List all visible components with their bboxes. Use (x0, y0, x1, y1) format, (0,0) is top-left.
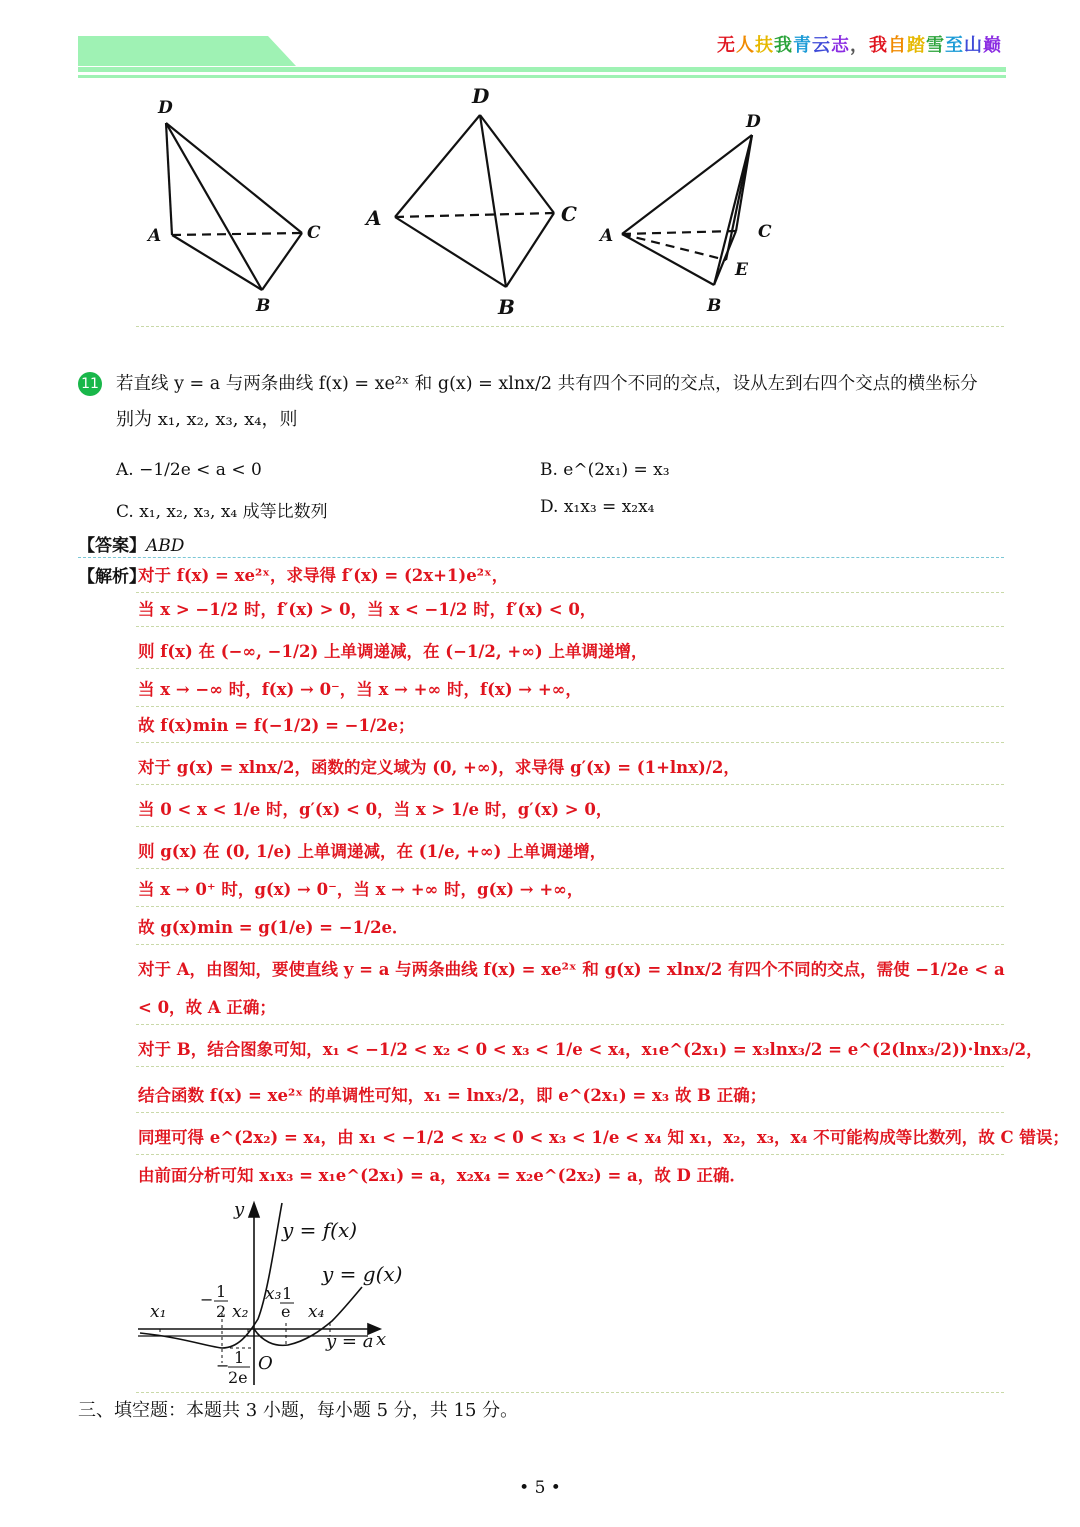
solution-divider (136, 742, 1004, 743)
motto-char: 扶 (755, 35, 774, 56)
solution-divider (136, 784, 1004, 785)
graph-neg-half-den: 2 (216, 1302, 227, 1321)
motto-char: 踏 (907, 35, 926, 56)
graph-neg-inv2e-minus: − (216, 1356, 230, 1375)
solution-divider (136, 1154, 1004, 1155)
solution-line: 当 x → −∞ 时，f(x) → 0⁻，当 x → +∞ 时，f(x) → +∞， (138, 680, 582, 699)
graph-inv-e-den: e (281, 1302, 291, 1321)
fig2-label-C: C (561, 202, 577, 226)
graph-neg-half-num: 1 (216, 1282, 227, 1301)
solution-divider (136, 668, 1004, 669)
option-a: A. −1/2e < a < 0 (116, 460, 262, 480)
fig2-label-A: A (366, 206, 382, 230)
solution-divider (136, 868, 1004, 869)
graph-x4-label: x₄ (308, 1302, 325, 1322)
fig2-label-B: B (498, 295, 515, 319)
motto-char: 人 (736, 35, 755, 56)
solution-line: 当 x → 0⁺ 时，g(x) → 0⁻，当 x → +∞ 时，g(x) → +∞， (138, 880, 584, 899)
graph-neg-inv2e-den: 2e (228, 1368, 248, 1387)
graph-x1-label: x₁ (150, 1302, 167, 1322)
fig1-label-C: C (307, 223, 321, 243)
motto-char: 我 (869, 35, 888, 56)
solution-line: 对于 f(x) = xe²ˣ，求导得 f′(x) = (2x+1)e²ˣ， (138, 566, 509, 585)
solution-line: 对于 B，结合图象可知，x₁ < −1/2 < x₂ < 0 < x₃ < 1/e < x₄，x₁e^(2x₁) = x₃lnx₃/2 = e^(2(lnx₃/2))·lnx₃/2， (138, 1040, 1043, 1059)
fig3-label-B: B (707, 296, 722, 316)
section-heading: 三、填空题：本题共 3 小题，每小题 5 分，共 15 分。 (78, 1400, 519, 1421)
motto-char: 我 (774, 35, 793, 56)
option-d: D. x₁x₃ = x₂x₄ (540, 497, 655, 517)
motto-char: 至 (945, 35, 964, 56)
solution-line: 则 g(x) 在 (0, 1/e) 上单调递减，在 (1/e, +∞) 上单调递增， (138, 842, 607, 861)
solution-line: 故 g(x)min = g(1/e) = −1/2e． (138, 918, 409, 937)
question-stem-line2: 别为 x₁, x₂, x₃, x₄，则 (116, 409, 298, 430)
solution-line: 故 f(x)min = f(−1/2) = −1/2e； (138, 716, 415, 735)
question-stem-line1: 若直线 y = a 与两条曲线 f(x) = xe²ˣ 和 g(x) = xlnx/2 共有四个不同的交点，设从左到右四个交点的横坐标分 (116, 374, 978, 394)
answer-row (78, 531, 184, 556)
solution-divider (136, 906, 1004, 907)
solution-line: 结合函数 f(x) = xe²ˣ 的单调性可知，x₁ = lnx₃/2，即 e^(2x₁) = x₃ 故 B 正确； (138, 1086, 767, 1105)
motto-char: ， (850, 35, 869, 56)
solution-label: 【解析】 (78, 567, 146, 587)
solution-divider (136, 1066, 1004, 1067)
fig3-label-D: D (746, 112, 761, 132)
graph-origin-label: O (258, 1353, 273, 1374)
tetrahedron-figures (130, 85, 1010, 325)
solution-line: 当 x > −1/2 时，f′(x) > 0，当 x < −1/2 时，f′(x) < 0， (138, 600, 597, 619)
solution-divider (136, 1024, 1004, 1025)
divider (136, 326, 1004, 327)
solution-line: < 0，故 A 正确； (138, 998, 276, 1017)
graph-inv-e-num: 1 (282, 1284, 293, 1303)
fig3-label-C: C (758, 222, 772, 242)
answer-label: 【答案】 (78, 536, 146, 556)
solution-line: 同理可得 e^(2x₂) = x₄，由 x₁ < −1/2 < x₂ < 0 < x₃ < 1/e < x₄ 知 x₁，x₂，x₃，x₄ 不可能构成等比数列，故 C 错误； (138, 1128, 1069, 1147)
fig1-label-D: D (158, 98, 173, 118)
graph-g-label: y = g(x) (322, 1262, 403, 1286)
motto-char: 志 (831, 35, 850, 56)
solution-line: 对于 A，由图知，要使直线 y = a 与两条曲线 f(x) = xe²ˣ 和 g(x) = xlnx/2 有四个不同的交点，需使 −1/2e < a (138, 960, 1005, 979)
answer-divider (78, 557, 1004, 558)
solution-divider (136, 826, 1004, 827)
solution-line: 对于 g(x) = xlnx/2，函数的定义域为 (0, +∞)，求导得 g′(x) = (1+lnx)/2， (138, 758, 740, 777)
answer-value: ABD (146, 536, 185, 556)
motto-char: 雪 (926, 35, 945, 56)
solution-line: 由前面分析可知 x₁x₃ = x₁e^(2x₁) = a，x₂x₄ = x₂e^(2x₂) = a，故 D 正确． (138, 1166, 747, 1185)
graph-divider (136, 1392, 1004, 1393)
solution-divider (136, 592, 1004, 593)
fig3-label-A: A (600, 226, 614, 246)
fig1-label-A: A (148, 226, 162, 246)
fig1-label-B: B (256, 296, 271, 316)
solution-line: 当 0 < x < 1/e 时，g′(x) < 0，当 x > 1/e 时，g′(x) > 0， (138, 800, 613, 819)
graph-y-label: y (234, 1199, 245, 1220)
fig2-label-D: D (472, 85, 490, 108)
graph-x2-label: x₂ (232, 1302, 249, 1322)
solution-divider (136, 1112, 1004, 1113)
solution-divider (136, 944, 1004, 945)
solution-divider (136, 706, 1004, 707)
option-b: B. e^(2x₁) = x₃ (540, 460, 670, 480)
motto-char: 山 (964, 35, 983, 56)
solution-divider (136, 626, 1004, 627)
graph-neg-inv2e-num: 1 (234, 1348, 245, 1367)
motto-char: 青 (793, 35, 812, 56)
curve-f (140, 1203, 282, 1348)
fig3-label-E: E (735, 260, 748, 280)
page-number: • 5 • (519, 1478, 561, 1498)
header-motto (717, 31, 1002, 57)
graph-x3-label: x₃ (265, 1284, 282, 1304)
graph-a-label: y = a (326, 1331, 374, 1352)
motto-char: 巅 (983, 35, 1002, 56)
question-number-badge: 11 (78, 372, 102, 396)
graph-x-label: x (376, 1329, 387, 1350)
option-c: C. x₁, x₂, x₃, x₄ 成等比数列 (116, 502, 328, 522)
motto-char: 无 (717, 35, 736, 56)
motto-char: 云 (812, 35, 831, 56)
solution-line: 则 f(x) 在 (−∞, −1/2) 上单调递减，在 (−1/2, +∞) 上单调递增， (138, 642, 648, 661)
function-graph (130, 1195, 420, 1395)
graph-neg-half-minus: − (200, 1290, 214, 1309)
graph-f-label: y = f(x) (282, 1218, 358, 1242)
motto-char: 自 (888, 35, 907, 56)
